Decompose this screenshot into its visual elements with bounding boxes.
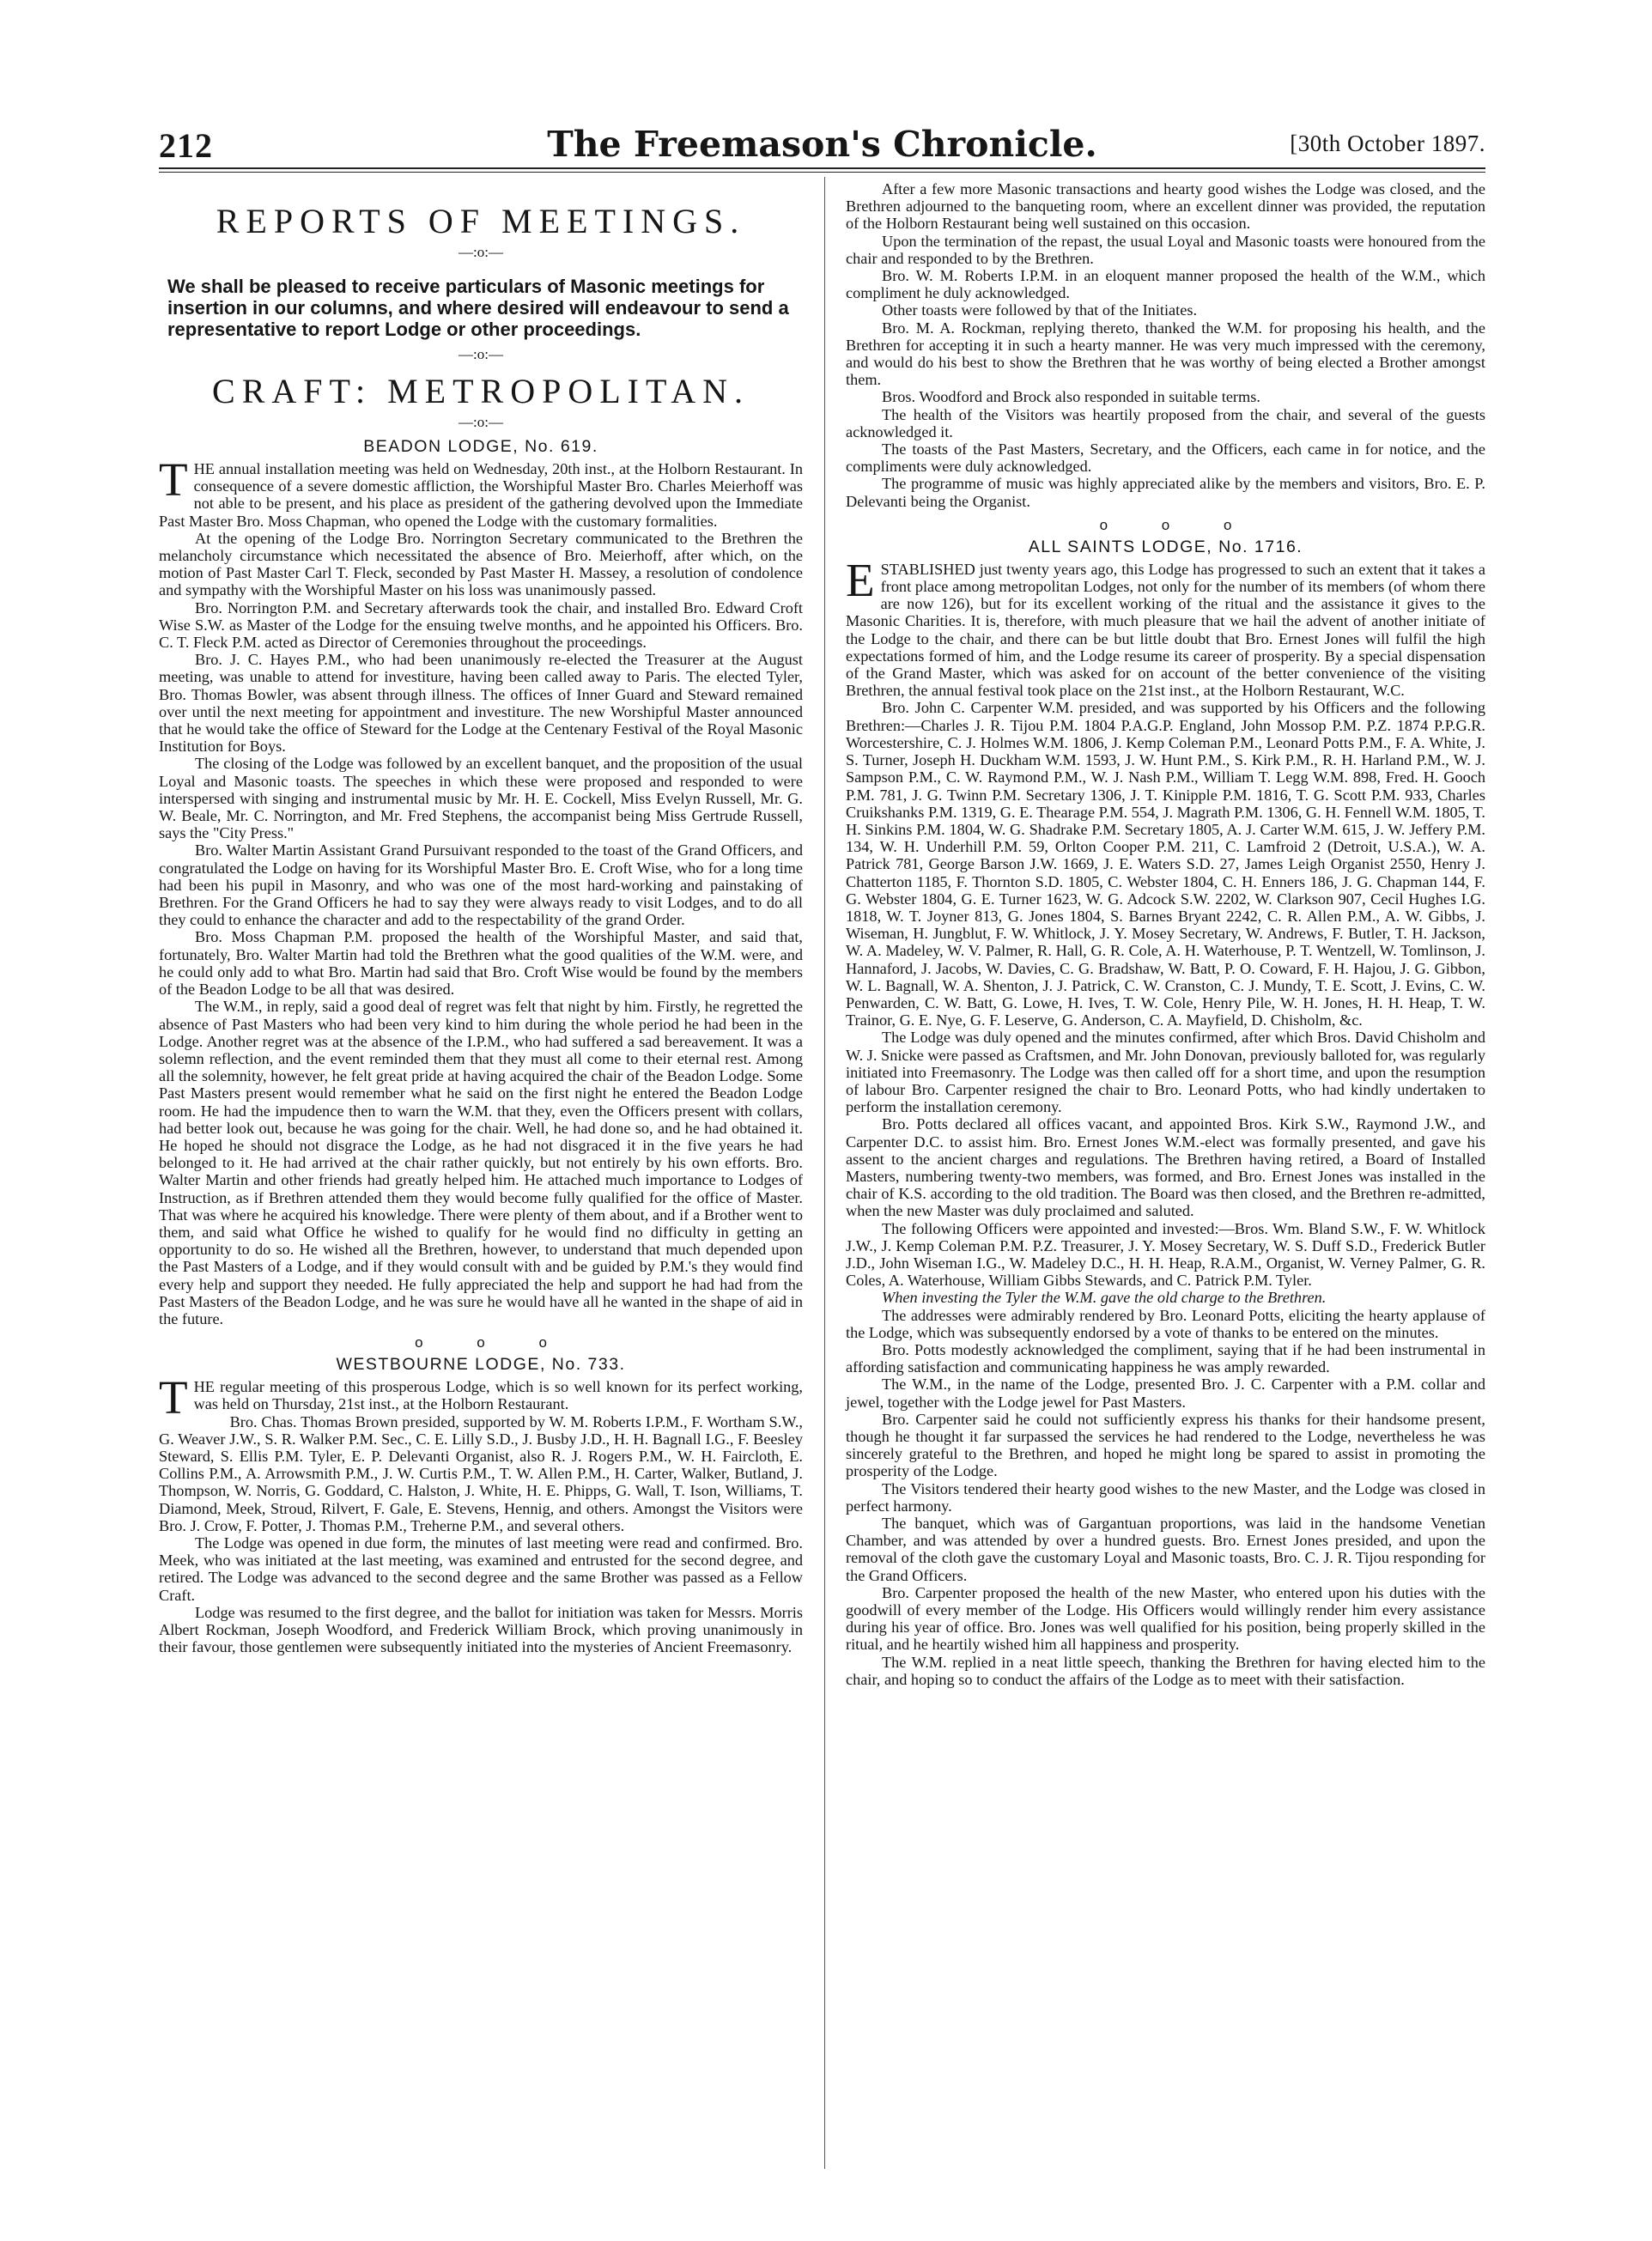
ornament: —:o:— xyxy=(459,346,503,362)
article-paragraph: The W.M., in the name of the Lodge, presented Bro. J. C. Carpenter with a P.M. collar and jewel, together with the Lodge jewel for Past Masters. xyxy=(846,1376,1485,1411)
article-paragraph: At the opening of the Lodge Bro. Norrington Secretary communicated to the Brethren the melancholy circumstance which necessitated the absence of Bro. Meierhoff, after which, on the motion of Past Master Carl T. Fleck, seconded by Past Master H. Massey, a resolution of condolence and sympathy with the Worshipful Master on his loss was unanimously passed. xyxy=(159,529,803,599)
article-paragraph: The Lodge was duly opened and the minutes confirmed, after which Bros. David Chisholm and W. J. Snicke were passed as Craftsmen, and Mr. John Donovan, previously balloted for, was regularly initiated into Freemasonry. The Lodge was then called off for a short time, and upon the resumption of labour Bro. Carpenter resigned the chair to Bro. Leonard Potts, who had kindly undertaken to perform the installation ceremony. xyxy=(846,1029,1485,1116)
article-paragraph: Bro. Walter Martin Assistant Grand Pursuivant responded to the toast of the Grand Officers, and congratulated the Lodge on having for its Worshipful Master Bro. E. Croft Wise, who for a long time had been his pupil in Masonry, and who was one of the most hard-working and painstaking of Brethren. For the Grand Officers he had to say they were always ready to visit Lodges, and to do all they could to enhance the character and add to the respectability of the grand Order. xyxy=(159,841,803,929)
article-paragraph: Lodge was resumed to the first degree, and the ballot for initiation was taken for Messrs. Morris Albert Rockman, Joseph Woodford, and Frederick William Brock, which proving unanimously in their favour, those gentlemen were subsequently initiated into the mysteries of Ancient Freemasonry. xyxy=(159,1603,803,1656)
article-paragraph: The Lodge was opened in due form, the minutes of last meeting were read and confirmed. Bro. Meek, who was initiated at the last meeting, was examined and entrusted for the second degree, and retired. The Lodge was advanced to the second degree and the same Brother was passed as a Fellow Craft. xyxy=(159,1533,803,1604)
article-paragraph: THE annual installation meeting was held on Wednesday, 20th inst., at the Holborn Restaurant. In consequence of a severe domestic affliction, the Worshipful Master Bro. Charles Meierhoff was not able to be present, and his place as president of the gathering devolved upon the Immediate Past Master Bro. Moss Chapman, who opened the Lodge with the customary formalities. xyxy=(159,453,803,530)
article-paragraph: Bro. Potts modestly acknowledged the compliment, saying that if he had been instrumental in affording satisfaction and communicating happiness he was amply rewarded. xyxy=(846,1341,1485,1376)
editorial-notice: We shall be pleased to receive particulars of Masonic meetings for insertion in our columns, and where desired will endeavour to send a representative to report Lodge or other proceedings. xyxy=(167,276,789,340)
article-paragraph: Bro. Carpenter said he could not sufficiently express his thanks for their handsome present, though he thought it far surpassed the services he had rendered to the Lodge, nevertheless he was sincerely grateful to the Brethren, and hoped he might long be spared to assist in promoting the prosperity of the Lodge. xyxy=(846,1410,1485,1480)
left-column xyxy=(159,180,803,1655)
article-paragraph: Upon the termination of the repast, the usual Loyal and Masonic toasts were honoured from the chair and responded to by the Brethren. xyxy=(846,232,1485,267)
article-paragraph: The closing of the Lodge was followed by an excellent banquet, and the proposition of the usual Loyal and Masonic toasts. The speeches in which these were proposed and responded to were interspersed with singing and instrumental music by Mr. H. E. Cockell, Miss Evelyn Russell, Mr. G. W. Beale, Mr. C. Norrington, and Mr. Fred Stephens, the accompanist being Miss Gertrude Russell, says the "City Press." xyxy=(159,755,803,842)
article-paragraph: Bro. Carpenter proposed the health of the new Master, who entered upon his duties with the goodwill of every member of the Lodge. His Officers would willingly render him every assistance during his year of office. Bro. Jones was well qualified for his position, being properly skilled in the ritual, and he heartily wished him all happiness and prosperity. xyxy=(846,1583,1485,1654)
article-paragraph: The addresses were admirably rendered by Bro. Leonard Potts, eliciting the hearty applause of the Lodge, which was subsequently endorsed by a vote of thanks to be entered on the minutes. xyxy=(846,1306,1485,1341)
article-paragraph: Bro. W. M. Roberts I.P.M. in an eloquent manner proposed the health of the W.M., which compliment he duly acknowledged. xyxy=(846,267,1485,302)
running-head xyxy=(159,125,1485,163)
right-column xyxy=(846,180,1485,1688)
article-paragraph: The W.M. replied in a neat little speech, thanking the Brethren for having elected him to the chair, and hoping so to conduct the affairs of the Lodge as to meet with their satisfaction. xyxy=(846,1653,1485,1688)
article-paragraph: Bro. M. A. Rockman, replying thereto, thanked the W.M. for proposing his health, and the Brethren for accepting it in such a hearty manner. He was very much impressed with the ceremony, and would do his best to show the Brethren that he was worthy of being elected a Brother amongst them. xyxy=(846,319,1485,389)
article-paragraph: Bro. J. C. Hayes P.M., who had been unanimously re-elected the Treasurer at the August meeting, was unable to attend for investiture, having been called away to Paris. The elected Tyler, Bro. Thomas Bowler, was absent through illness. The offices of Inner Guard and Steward remained over until the next meeting for appointment and investiture. The new Worshipful Master announced that he would take the office of Steward for the Lodge at the Centenary Festival of the Royal Masonic Institution for Boys. xyxy=(159,651,803,756)
article-paragraph: The W.M., in reply, said a good deal of regret was felt that night by him. Firstly, he regretted the absence of Past Masters who had been very kind to him during the whole period he had been in the Lodge. Another regret was at the absence of the I.P.M., who had suffered a sad bereavement. It was a solemn reflection, and the event reminded them that they must all come to their eternal rest. Among all the solemnity, however, he felt great pride at having acquired the chair of the Beadon Lodge. Some Past Masters present would remember what he said on the first night he entered the Beadon Lodge room. He had the impudence then to warn the W.M. that they, even the Officers present with collars, had better look out, because he was going for the chair. Well, he had done so, and he had obtained it. He hoped he should not disgrace the Lodge, as he had not disgraced it in the five years he had belonged to it. He had arrived at the chair rather quickly, but not entirely by his own efforts. Bro. Walter Martin and other friends had greatly helped him. He attached much importance to Lodges of Instruction, as if Brethren attended them they would become fully qualified for the office of Master. That was where he acquired his knowledge. There were plenty of them about, and if a Brother went to them, and said what Office he wished to qualify for he would find no difficulty in getting an opportunity to do so. He wished all the Brethren, however, to understand that much depended upon the Past Masters of a Lodge, and if they would consult with and be guided by P.M.'s they would find every help and support they needed. He fully appreciated the help and support he had had from the Past Masters of the Beadon Lodge, and he was sure he would have all he wanted in the shape of aid in the future. xyxy=(159,998,803,1327)
article-paragraph: The following Officers were appointed and invested:—Bros. Wm. Bland S.W., F. W. Whitlock J.W., J. Kemp Coleman P.M. P.Z. Treasurer, J. Y. Mosey Secretary, W. S. Duff S.D., Frederick Butler J.D., John Wiseman I.G., W. Madeley D.C., H. H. Heap, R.A.M., Organist, W. Verney Palmer, G. R. Coles, A. Waterhouse, William Gibbs Stewards, and C. Patrick P.M. Tyler. xyxy=(846,1219,1485,1290)
column-divider xyxy=(824,177,825,2169)
article-paragraph: The Visitors tendered their hearty good wishes to the new Master, and the Lodge was closed in perfect harmony. xyxy=(846,1479,1485,1515)
header-rule xyxy=(159,167,1485,169)
article-paragraph: After a few more Masonic transactions and hearty good wishes the Lodge was closed, and the Brethren adjourned to the banqueting room, where an excellent dinner was provided, the reputation of the Holborn Restaurant being well sustained on this occasion. xyxy=(846,180,1485,233)
article-paragraph: THE regular meeting of this prosperous Lodge, which is so well known for its perfect working, was held on Thursday, 21st inst., at the Holborn Restaurant. xyxy=(159,1371,803,1424)
article-paragraph: Bro. Potts declared all offices vacant, and appointed Bros. Kirk S.W., Raymond J.W., and Carpenter D.C. to assist him. Bro. Ernest Jones W.M.-elect was formally presented, and gave his assent to the ancient charges and regulations. The Brethren having retired, a Board of Installed Masters, numbering twenty-two members, was formed, and Bro. Ernest Jones was installed in the chair of K.S. according to the old tradition. The Board was then closed, and the Brethren re-admitted, when the new Master was duly proclaimed and saluted. xyxy=(846,1115,1485,1220)
article-paragraph: Bro. Chas. Thomas Brown presided, supported by W. M. Roberts I.P.M., F. Wortham S.W., G. Weaver J.W., S. R. Walker P.M. Sec., C. E. Lilly S.D., J. Busby J.D., H. H. Bagnall I.G., F. Beesley Steward, S. Ellis P.M. Tyler, E. P. Delevanti Organist, also R. J. Rogers P.M., W. H. Faircloth, E. Collins P.M., A. Arrowsmith P.M., J. W. Curtis P.M., T. W. Allen P.M., H. Carter, Walker, Butland, J. Thompson, W. Norris, G. Goddard, C. Halston, J. White, H. E. Phipps, G. Wall, T. Ison, Williams, T. Diamond, Meek, Stroud, Rilvert, F. Gale, E. Stevens, Hennig, and others. Amongst the Visitors were Bro. J. Crow, F. Potter, J. Thomas P.M., Treherne P.M., and several others. xyxy=(159,1412,803,1534)
beadon-lodge-heading: BEADON LODGE, No. 619. xyxy=(363,437,598,456)
issue-date: [30th October 1897. xyxy=(1290,131,1485,156)
article-paragraph: Other toasts were followed by that of the Initiates. xyxy=(882,301,1198,319)
ornament: —:o:— xyxy=(459,414,503,430)
header-rule-thin xyxy=(159,172,1485,173)
publication-title: The Freemason's Chronicle. xyxy=(547,124,1097,165)
section-divider: o o o xyxy=(415,1334,547,1351)
westbourne-lodge-heading: WESTBOURNE LODGE, No. 733. xyxy=(336,1355,626,1375)
article-paragraph: When investing the Tyler the W.M. gave the old charge to the Brethren. xyxy=(882,1289,1327,1307)
section-title: REPORTS OF MEETINGS. xyxy=(216,202,746,240)
craft-metropolitan-title: CRAFT: METROPOLITAN. xyxy=(212,372,750,410)
page-number: 212 xyxy=(159,126,213,165)
article-paragraph: Bro. John C. Carpenter W.M. presided, and was supported by his Officers and the following Brethren:—Charles J. R. Tijou P.M. 1804 P.A.G.P. England, John Mossop P.M. P.Z. 1874 P.P.G.R. Worcestershire, C. J. Holmes W.M. 1806, J. Kemp Coleman P.M., Leonard Potts P.M., F. A. White, J. S. Turner, Joseph H. Duckham W.M. 1593, J. W. Hunt P.M., S. Kirk P.M., R. H. Harland P.M., W. J. Sampson P.M., C. W. Raymond P.M., W. J. Nash P.M., William T. Legg W.M. 898, Fred. H. Gooch P.M. 781, J. G. Twinn P.M. Secretary 1306, J. T. Kinipple P.M. 1816, T. G. Scott P.M. 933, Charles Cruikshanks P.M. 1319, G. E. Thearage P.M. 554, J. Magrath P.M. 1306, G. H. Fennell W.M. 1805, T. H. Sinkins P.M. 1804, W. G. Shadrake P.M. Secretary 1805, A. J. Carter W.M. 615, J. W. Jeffery P.M. 134, W. H. Underhill P.M. 59, Orlton Cooper P.M. 211, C. Lamfroid 2 (Detroit, U.S.A.), W. A. Patrick 781, George Barson J.W. 1669, J. E. Waters S.D. 27, James Leigh Organist 2550, Henry J. Chatterton 1185, F. Thornton S.D. 1805, C. Webster 1804, C. H. Enners 186, J. G. Chapman 144, F. G. Webster 1804, G. E. Turner 1623, W. G. Adcock S.W. 2202, W. Clarkson 907, Cecil Hughes I.G. 1818, W. T. Joyner 813, G. Jones 1804, S. Barnes Bryant 2242, C. R. Allen P.M., A. W. Gibbs, J. Wiseman, H. Jungblut, F. W. Whitlock, J. Y. Mosey Secretary, W. Andrews, F. Butler, T. H. Jackson, W. A. Madeley, W. V. Palmer, R. Hall, G. R. Cole, A. H. Waterhouse, P. T. Wentzell, W. Tomlinson, J. Hannaford, J. Jacobs, W. Davies, C. G. Bradshaw, W. Batt, P. O. Coward, F. H. Hajou, J. G. Gibbon, W. L. Bagnall, W. A. Shenton, J. J. Patrick, C. W. Cranston, C. J. Mundy, T. E. Scott, J. Evins, C. W. Penwarden, C. W. Batt, G. Lowe, H. Ives, T. W. Cole, Henry Pile, W. H. Jones, H. H. Heap, T. W. Trainor, G. E. Nye, G. F. Leserve, G. Anderson, C. A. Mayfield, D. Chisholm, &c. xyxy=(846,699,1485,1029)
article-paragraph: Bro. Norrington P.M. and Secretary afterwards took the chair, and installed Bro. Edward Croft Wise S.W. as Master of the Lodge for the ensuing twelve months, and he appointed his Officers. Bro. C. T. Fleck P.M. acted as Director of Ceremonies throughout the proceedings. xyxy=(159,598,803,652)
article-paragraph: ESTABLISHED just twenty years ago, this Lodge has progressed to such an extent that it takes a front place among metropolitan Lodges, not only for the number of its members (of whom there are now 126), but for its excellent working of the ritual and the assistance it gives to the Masonic Charities. It is, therefore, with much pleasure that we hail the advent of another initiate of the Lodge to the chair, and there can be but little doubt that Bro. Ernest Jones will fulfil the high expectations formed of him, and the Lodge resume its career of prosperity. By a special dispensation of the Grand Master, which was asked for on account of the better convenience of the visiting Brethren, the annual festival took place on the 21st inst., at the Holborn Restaurant, W.C. xyxy=(846,553,1485,700)
article-paragraph: The health of the Visitors was heartily proposed from the chair, and several of the guests acknowledged it. xyxy=(846,405,1485,440)
article-paragraph: The programme of music was highly appreciated alike by the members and visitors, Bro. E. P. Delevanti being the Organist. xyxy=(846,475,1485,510)
section-divider: o o o xyxy=(1099,516,1232,533)
ornament: —:o:— xyxy=(459,244,503,260)
article-paragraph: Bros. Woodford and Brock also responded in suitable terms. xyxy=(882,388,1260,406)
article-paragraph: The banquet, which was of Gargantuan proportions, was laid in the handsome Venetian Chamber, and was attended by over a hundred guests. Bro. Ernest Jones presided, and upon the removal of the cloth gave the customary Loyal and Masonic toasts, Bro. C. J. R. Tijou responding for the Grand Officers. xyxy=(846,1515,1485,1584)
article-paragraph: Bro. Moss Chapman P.M. proposed the health of the Worshipful Master, and said that, fortunately, Bro. Walter Martin had told the Brethren what the good qualities of the W.M. were, and he could only add to what Bro. Martin had said that Bro. Croft Wise would be found by the members of the Beadon Lodge to be all that was desired. xyxy=(159,928,803,999)
all-saints-lodge-heading: ALL SAINTS LODGE, No. 1716. xyxy=(1028,537,1303,556)
article-paragraph: The toasts of the Past Masters, Secretary, and the Officers, each came in for notice, and the compliments were duly acknowledged. xyxy=(846,440,1485,476)
